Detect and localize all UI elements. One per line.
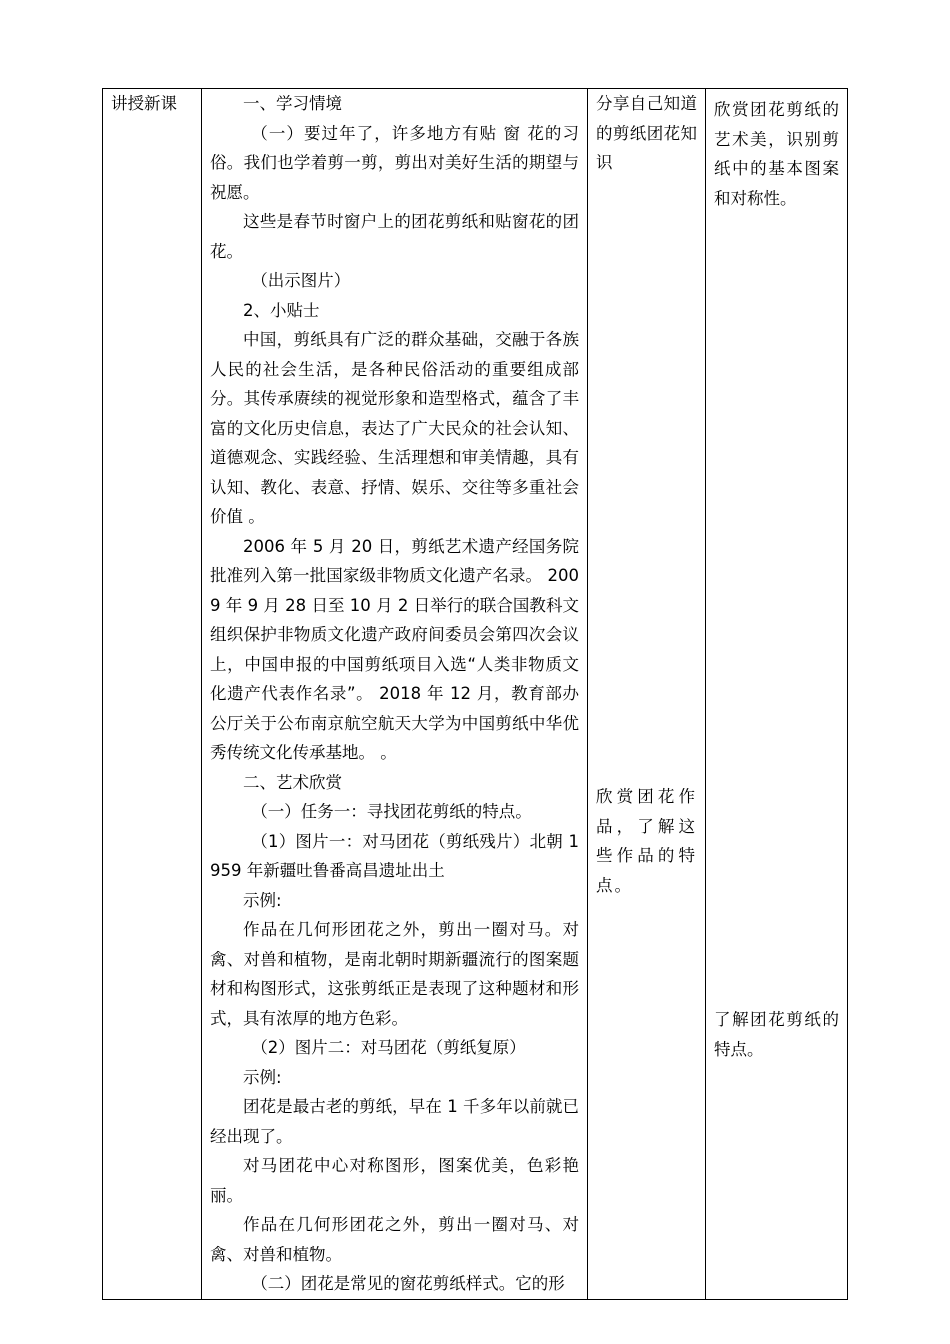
content-paragraph: 这些是春节时窗户上的团花剪纸和贴窗花的团花。 xyxy=(210,212,579,261)
content-paragraph: 示例: xyxy=(243,890,282,910)
content-paragraph: 对马团花中心对称图形，图案优美，色彩艳丽。 xyxy=(210,1156,579,1205)
lesson-plan-table xyxy=(102,88,848,1300)
content-paragraph: （1）图片一：对马团花（剪纸残片）北朝 1959 年新疆吐鲁番高昌遗址出土 xyxy=(210,831,579,880)
design-purpose-text: 欣赏团花剪纸的艺术美，识别剪纸中的基本图案和对称性。 xyxy=(714,100,839,208)
design-purpose-text: 了解团花剪纸的特点。 xyxy=(714,1010,839,1059)
content-paragraph: 示例: xyxy=(243,1067,282,1087)
student-activity-text: 欣赏团花作品，了解这些作品的特点。 xyxy=(596,787,697,895)
content-paragraph: 作品在几何形团花之外，剪出一圈对马。对禽、对兽和植物，是南北朝时期新疆流行的图案题材和构图形式，这张剪纸正是表现了这种题材和形式，具有浓厚的地方色彩。 xyxy=(210,920,579,1028)
content-paragraph: （出示图片） xyxy=(251,271,351,290)
content-paragraph: 作品在几何形团花之外，剪出一圈对马、对禽、对兽和植物。 xyxy=(210,1215,579,1264)
student-activity-cell xyxy=(588,89,706,1300)
stage-label: 讲授新课 xyxy=(111,94,177,113)
content-paragraph: （一）任务一：寻找团花剪纸的特点。 xyxy=(251,802,532,821)
content-paragraph: 团花是最古老的剪纸，早在 1 千多年以前就已经出现了。 xyxy=(210,1097,579,1146)
content-paragraph: 2006 年 5 月 20 日，剪纸艺术遗产经国务院批准列入第一批国家级非物质文化遗产名录。 2009 年 9 月 28 日至 10 月 2 日举行的联合国教科文组织保护非物质文化遗产政府间委员会第四次会议上，中国申报的中国剪纸项目入选“人类非物质文化遗产代表作名录”。 2018 年 12 月，教育部办公厅关于公布南京航空航天大学为中国剪纸中华优秀传统文化传承基地。 。 xyxy=(210,536,579,762)
content-paragraph: （一）要过年了，许多地方有贴 窗 花的习俗。我们也学着剪一剪，剪出对美好生活的期望与祝愿。 xyxy=(210,123,579,202)
student-activity-text: 分享自己知道的剪纸团花知识 xyxy=(596,94,697,172)
teaching-content-cell xyxy=(202,89,588,1300)
stage-cell xyxy=(103,89,202,1300)
content-paragraph: 中国，剪纸具有广泛的群众基础，交融于各族人民的社会生活，是各种民俗活动的重要组成部分。其传承赓续的视觉形象和造型格式，蕴含了丰富的文化历史信息，表达了广大民众的社会认知、道德观念、实践经验、生活理想和审美情趣，具有认知、教化、表意、抒情、娱乐、交往等多重社会价值 。 xyxy=(210,330,579,526)
content-paragraph: 2、小贴士 xyxy=(243,300,320,320)
design-purpose-cell xyxy=(706,89,848,1300)
content-paragraph: 一、学习情境 xyxy=(243,94,342,113)
content-paragraph: 二、艺术欣赏 xyxy=(243,772,342,792)
content-paragraph: （二）团花是常见的窗花剪纸样式。它的形 xyxy=(251,1274,565,1293)
table-row xyxy=(103,89,848,1300)
content-paragraph: （2）图片二：对马团花（剪纸复原） xyxy=(251,1038,526,1057)
